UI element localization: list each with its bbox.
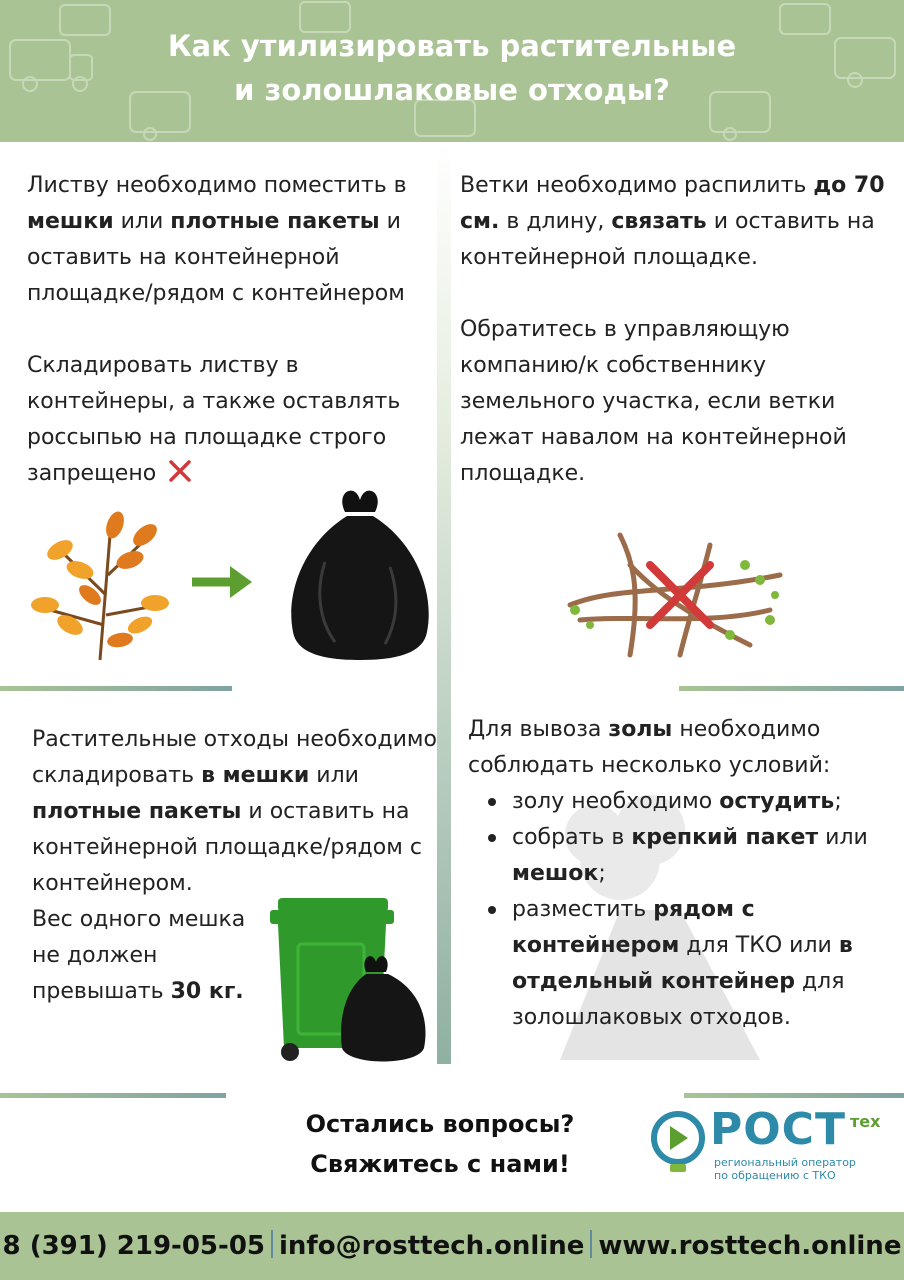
logo-tagline (714, 1156, 856, 1182)
phone-link[interactable]: 8 (391) 219-05-05 (2, 1231, 265, 1261)
logo-tagline-line: по обращению с ТКО (714, 1169, 836, 1182)
weight-limit-text: Вес одного мешка не должен превышать 30 кг. (32, 907, 246, 1004)
logo-name: РОСТ (710, 1104, 846, 1155)
title-line-1: Как утилизировать растительные (167, 29, 737, 63)
arrow-right-icon (190, 562, 256, 602)
branches-crossed-icon (560, 525, 790, 665)
plant-waste-text: Растительные отходы необходимо складировать в мешки или плотные пакеты и оставить на контейнерной площадке/рядом с контейнером. (32, 727, 437, 896)
leaves-ban: Складировать листву в контейнеры, а также оставлять россыпью на площадке строго запрещено (27, 353, 401, 486)
separator (271, 1230, 273, 1258)
contacts-bar (0, 1230, 904, 1261)
leaves-intro: Листву необходимо поместить в мешки или плотные пакеты и оставить на контейнерной площадке/рядом с контейнером (27, 173, 407, 306)
section-divider-right (679, 686, 904, 691)
vertical-divider (437, 142, 451, 1064)
branches-note: Обратитесь в управляющую компанию/к собственнику земельного участка, если ветки лежат навалом на контейнерной площадке. (460, 317, 847, 486)
questions-callout (270, 1104, 610, 1184)
email-link[interactable]: info@rosttech.online (279, 1231, 585, 1261)
header-banner (0, 0, 904, 142)
list-item: разместить рядом с контейнером для ТКО или в отдельный контейнер для золошлаковых отходов. (468, 892, 888, 1036)
logo-suffix: тех (850, 1112, 881, 1131)
list-item: золу необходимо остудить; (468, 784, 888, 820)
cross-icon (167, 458, 193, 484)
contact-us-line: Свяжитесь с нами! (310, 1150, 570, 1178)
list-item: собрать в крепкий пакет или мешок; (468, 820, 888, 892)
autumn-leaves-icon (20, 495, 180, 665)
page-title (0, 24, 904, 112)
green-bin-icon (268, 888, 438, 1068)
black-garbage-bag-icon (285, 482, 435, 662)
website-link[interactable]: www.rosttech.online (598, 1231, 902, 1261)
questions-line: Остались вопросы? (305, 1110, 575, 1138)
footer-divider-left (0, 1093, 226, 1098)
section-divider-left (0, 686, 232, 691)
leaves-section (27, 168, 439, 492)
branches-section (460, 168, 890, 492)
separator (590, 1230, 592, 1258)
logo-tagline-line: региональный оператор (714, 1156, 856, 1169)
title-line-2: и золошлаковые отходы? (234, 73, 670, 107)
rosttech-logo (650, 1104, 890, 1188)
ash-conditions-list (468, 784, 888, 1036)
footer-divider-right (684, 1093, 904, 1098)
ash-section (468, 712, 888, 1036)
lightbulb-logo-icon (650, 1110, 706, 1176)
ash-intro: Для вывоза золы необходимо соблюдать несколько условий: (468, 717, 831, 778)
branches-intro: Ветки необходимо распилить до 70 см. в длину, связать и оставить на контейнерной площадке. (460, 173, 885, 270)
contacts-footer (0, 1212, 904, 1280)
